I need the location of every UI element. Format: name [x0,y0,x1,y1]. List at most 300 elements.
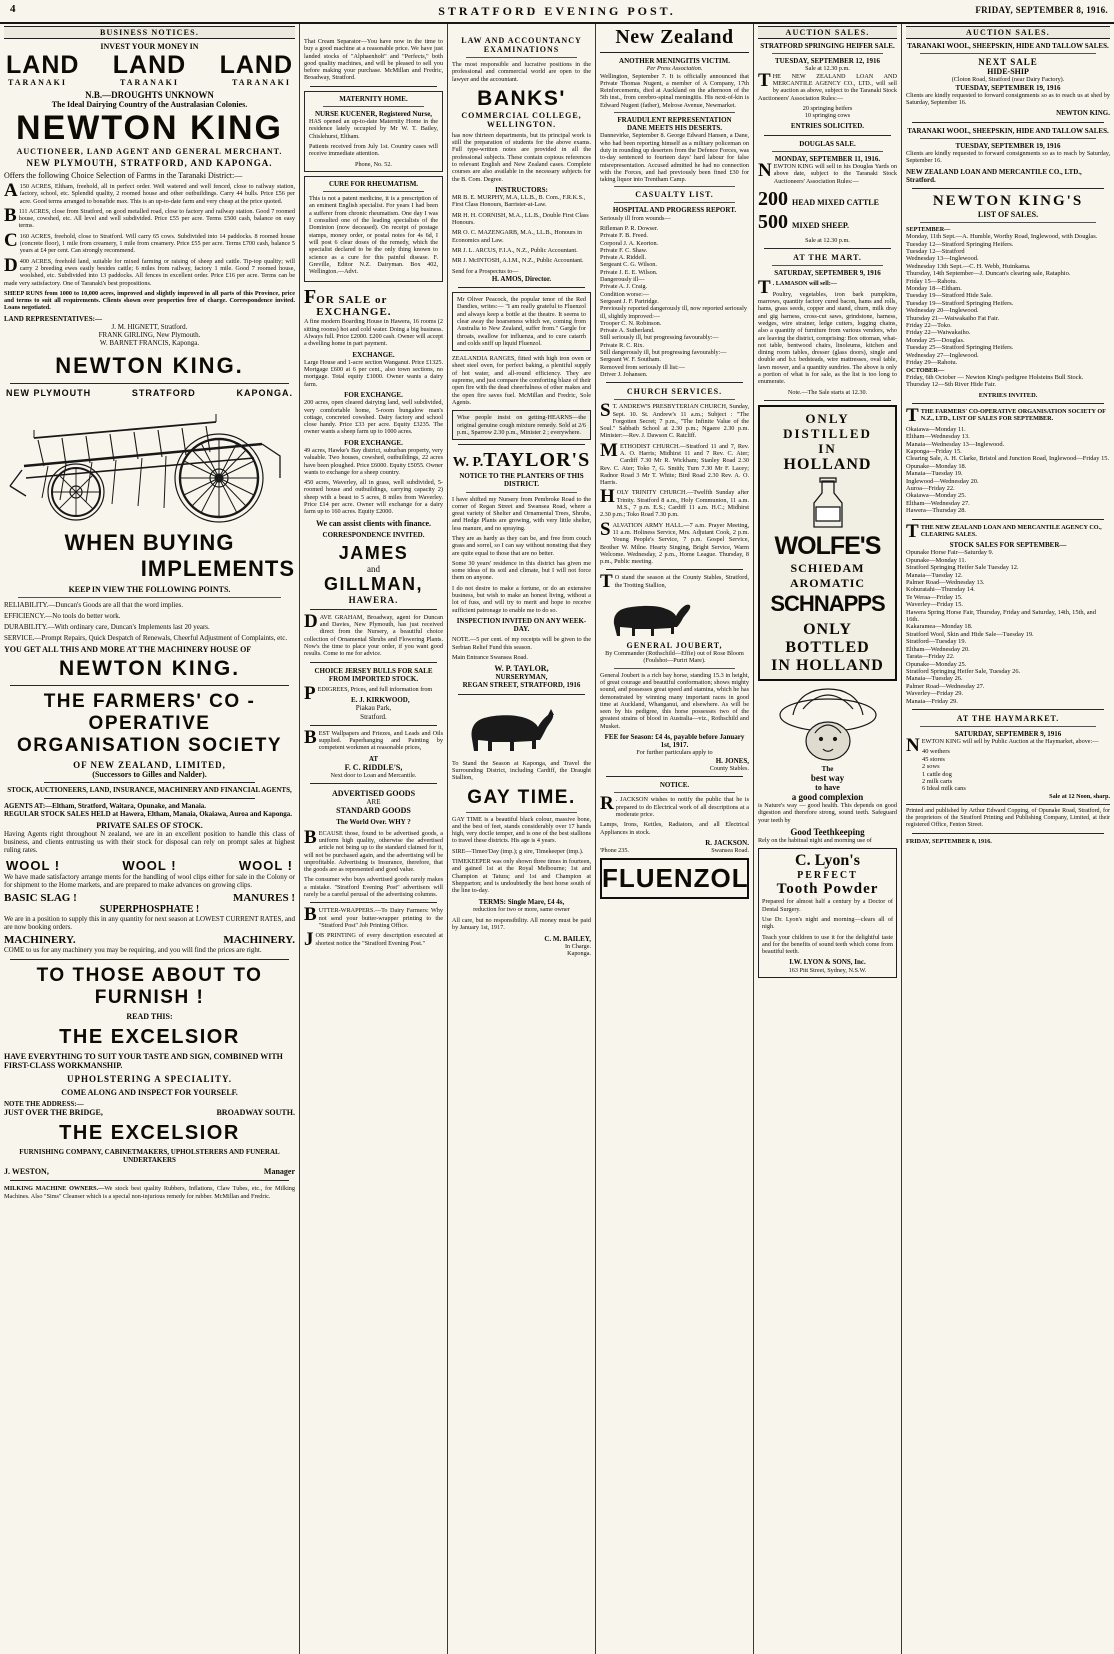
coop-sale-entry: Okaiawa—Monday 25. [906,492,966,500]
stock-sale-entry: Stratford Springing Heifer Sale, Tuesday 26. [906,667,1021,675]
lamason-body: Poultry, vegetables, iron bark pumpkins, marrows, quantity factory cured bacon, hams and rolls, hams, grass seeds, copper and stand, churn, milk dray and gig harness, cross-cut saws, grindstone, harness, wedges, wire strainer, ledge cutters, logging chains, also a quantity of furniture from various vendors, who are leaving the district, comprising: Box ottoman, what-not table, bentwood chairs, linoleums, kitchen and dining room tables, dresser (glass doors), single and double and b.r. bedsteads, wire mattresses, oval table, lawn mower, and a quantity sundries. The above is only a portion of what is for sale, as the list is too long to enumerate. [758,290,897,386]
sale-entry: Friday 29—Rahotu. [906,359,958,367]
column-4 [596,24,754,1654]
land-rep: J. M. HIGNETT, Stratford. [111,322,188,331]
stock-sale-entry: Waverley—Friday 15. [906,601,963,609]
pedigrees-dropcap: P [304,682,316,704]
taylor-note: NOTE.—5 per cent. of my receipts will be given to the Serbian Relief Fund this season. [452,636,591,651]
sale-entry: Monday 18—Eltham. [906,285,962,293]
next-sale-label: NEXT SALE [978,57,1038,68]
sale-item: Large House and 1-acre section Wanganui. Price £1325. Mortgage £600 at 6 per cent., also town sections, no mortgage. Total equity £1000. Owner wants a dairy farm. [304,358,443,388]
springing-time: Sale at 12.30 p.m. [805,65,850,73]
nk-douglas-body: EWTON KING will sell in his Douglas Yards on above date, subject to the Taranaki Stock Auctioneers' Association Rules:— [773,163,897,185]
wolfes-schnapps-ad [758,405,897,681]
casualty-name: Driver J. Johansen. [600,370,648,378]
weston-row [4,1167,295,1176]
coop-sale-entry: Clearing Sale, A. H. Clarke, Bristol and Junction Road, Inglewood—Friday 15. [906,455,1110,463]
stock-sale-entry: Palmer Road—Wednesday 13. [906,579,985,587]
land-reps-label: LAND REPRESENTATIVES:— [4,314,102,323]
listing-marker: B [4,204,17,226]
sale-entry: Wednesday 20—Inglewood. [906,307,979,315]
listing-marker: D [4,254,18,276]
read-this: READ THIS: [126,1011,173,1021]
taylor-entrance: Main Entrance Swansea Road. [452,653,528,661]
newton-king-sig-2: NEWTON KING. [58,657,241,681]
lamason-line [758,277,897,299]
jackson-body: . JACKSON wishes to notify the public that he is prepared to do Electrical work of all descriptions at a moderate price. [615,796,749,818]
casualty-name: Private F. C. Shaw. [600,246,648,254]
land-word-mid: LAND [112,51,187,79]
stock-sale-entry: Hawera Spring Horse Fair, Thursday, Friday and Saturday, 14th, 15th, and 16th. [906,608,1096,624]
gaytime-terms-2: reduction for two or more, same owner [473,905,570,913]
coop-sale-entry: Okaiawa—Monday 11. [906,425,966,433]
dane-head: DANE MEETS HIS DESERTS. [626,124,723,133]
instructor: MR O. C. MAZENGARB, M.A., LL.B., Honours in Economics and Law. [452,229,582,244]
commercial-college: COMMERCIAL COLLEGE, [461,110,582,120]
column-6 [902,24,1114,1654]
september-label: SEPTEMBER— [906,225,951,233]
meningitis-body: Wellington, September 7. It is officially announced that Private Thomas Nugent, a member of A Company, 17th Reinforcements, died at Auckland on the afternoon of the 5th inst., from cerebro-spinal meningitis. His next-of-kin is Edward Nugent (father), Melrose Avenue, Newmarket. [600,72,749,109]
haymarket-time: Sale at 12 Noon, sharp. [1049,792,1110,800]
butter-wrappers-ad [304,904,443,929]
church-dropcap: M [600,439,618,461]
wool-consignments-1: Clients are kindly requested to forward consignments so as to reach us at shed by Saturday, September 16. [906,91,1110,106]
rheumatism-head: CURE FOR RHEUMATISM. [328,179,419,188]
casualty-status: Previously reported dangerously ill, now reported seriously ill, slightly improved:— [600,305,747,320]
furnish-title-2: FURNISH ! [94,986,205,1008]
nk-places: NEW PLYMOUTH, STRATFORD, AND KAPONGA. [26,158,273,168]
columns-container [0,24,1114,1654]
douglas-sale-time: Sale at 12.30 p.m. [805,236,850,244]
hospital-body: Seriously ill from wounds— [600,214,671,222]
casualty-status: Dangerously ill— [600,276,645,284]
wolfe-schnapps-word: SCHNAPPS [770,590,885,616]
kirkwood-name: E. J. KIRKWOOD, [351,696,410,705]
nk-list-head: NEWTON KING'S [932,192,1084,209]
church-entry [600,400,749,440]
butter-body: UTTER-WRAPPERS.—To Dairy Farmers: Why not send your butter-wrapper printing to the "Stratford Post" Job Printing Office. [318,907,443,929]
lyons-body-2: Use Dr. Lyon's night and morning—clears all of nigh. [762,915,893,931]
invest-line: INVEST YOUR MONEY IN [100,42,199,51]
weston-name: J. WESTON, [4,1167,49,1177]
farmers-coop-roles: STOCK, AUCTIONEERS, LAND, INSURANCE, MACHINERY AND FINANCIAL AGENTS, [7,786,292,795]
stock-sale-entry: Stratford Springing Heifer Sale Tuesday 12. [906,564,1019,572]
lyons-body-1: Prepared for almost half a century by a Doctor of Dental Surgery. [762,898,893,913]
cloton-road-addr: (Cloton Road, Stratford (near Dairy Factory). [951,76,1065,84]
casualty-name: Sergeant W. F. Southam. [600,356,661,364]
riddles-location: Next door to Loan and Mercantile. [330,771,417,779]
farmers-coop-dropcap: T [906,405,919,427]
casualty-name: Sergeant C. G. Wilson. [600,261,657,269]
lyons-company: I.W. LYON & SONS, Inc. [789,958,866,967]
jackson-address: Swansea Road. [711,847,749,855]
sheep-label: MIXED SHEEP. [792,220,850,230]
instructor: MR J. L. ARCUS, F.I.A., N.Z., Public Accountant. [452,246,578,254]
wool-sale-date-2: TUESDAY, SEPTEMBER 19, 1916 [955,141,1061,150]
stock-sale-entry: Te Weraa—Friday 15. [906,593,963,601]
jackson-stock: Lamps, Irons, Kettles, Radiators, and all Electrical Appliances in stock. [600,821,749,836]
imprint-text: Printed and published by Arthur Edward Copping, of Opunake Road, Stratford, for the proprietors of the Stratford Printing and Publishing Company, Limited, at their registered Office, Fenton Street. [906,808,1110,829]
column-2 [300,24,448,1654]
wolfe-schiedam: SCHIEDAM [790,560,865,575]
masthead-dateline: FRIDAY, SEPTEMBER 8, 1916. [975,5,1108,15]
list-of-sales-label: LIST OF SALES. [977,209,1039,219]
note-address: NOTE THE ADDRESS:— [4,1099,84,1108]
hay-item: 2 milk carts [922,778,953,786]
sale-entry: Tuesday 12—Stratford [906,248,965,256]
kirkwood-town: Stratford. [360,712,387,721]
point-service: SERVICE.—Prompt Repairs, Quick Despatch of Renewals, Cheerful Adjustment of Complaints, etc. [4,634,288,643]
stock-sale-entry: Stratford—Tuesday 19. [906,638,967,646]
standard-goods-head: STANDARD GOODS [336,806,411,816]
nzloan-clearing-dropcap: T [906,520,919,542]
regular-stock-sales: REGULAR STOCK SALES HELD at Hawera, Eltham, Manaia, Okaiawa, Auroa and Kaponga. [4,809,292,818]
jackson-signature: R. JACKSON. [705,838,749,847]
wool-sale-head-1: TARANAKI WOOL, SHEEPSKIN, HIDE AND TALLOW SALES. [907,42,1109,50]
church-dropcap: S [600,400,611,422]
manure-body: We are in a position to supply this in any quantity for next season at LOWEST CURRENT RATES, and are now booking orders. [4,915,296,932]
casualty-status: Removed from seriously ill list:— [600,363,685,371]
basic-slag: BASIC SLAG ! [4,892,77,904]
newspaper-title: STRATFORD EVENING POST. [438,3,676,18]
nk-wool-signature: NEWTON KING. [1056,109,1110,118]
point-reliability: RELIABILITY.—Duncan's Goods are all that the word implies. [4,600,184,609]
furnishing-company: FURNISHING COMPANY, CABINETMAKERS, UPHOLSTERERS AND FUNERAL UNDERTAKERS [19,1147,280,1165]
because-para [304,826,443,874]
bailey-name: C. M. BAILEY, [544,934,591,943]
taylor-address: REGAN STREET, STRATFORD, 1916 [462,681,581,690]
dave-graham-body: AVE GRAHAM, Broadway, agent for Duncan and Davies, New Plymouth, has just received direct from the Nursery, a beautiful choice collection of Ornamental Shrubs and Flowering Plants. Now's the time to place your order, if you want good results. Come to me for advice. [304,613,443,658]
consumer-para: The consumer who buys advertised goods rarely makes a mistake. "Stratford Evening Post" advertisers will rarely be a careful perusal of the advertising columns. [304,876,443,899]
sheep-line [758,211,897,234]
hearns-cough-ad [452,410,591,440]
haymarket-date: SATURDAY, SEPTEMBER 9, 1916 [954,729,1062,738]
fraud-head: FRAUDULENT REPRESENTATION [617,115,732,124]
church-dropcap: H [600,486,615,508]
sale-entry: Friday 15—Rahotu. [906,277,958,285]
gaytime-allcare: All care, but no responsibility. All money must be paid by January 1st, 1917. [452,917,591,932]
coop-sale-entry: Eltham—Wednesday 13. [906,433,970,441]
wellington-place: WELLINGTON. [486,119,557,129]
church-entry [600,486,749,519]
stock-sale-entry: Manaia—Friday 29. [906,697,958,705]
farmers-coop-head-text: THE FARMERS' CO-OPERATIVE ORGANISATION SOCIETY OF N.Z., LTD., LIST OF SALES FOR SEPTEMBER. [920,408,1106,423]
lyons-perfect: PERFECT [797,870,858,882]
hearns-body: Wise people insist on getting-HEARNS—the original genuine cough mixture remedy. Sold at 2/6 p.m., Sparrow 2.30 p.m., Minister 2 ; everywhere. [457,414,586,436]
church-entry [600,439,749,487]
church-dropcap: S [600,518,611,540]
address-row [4,1108,295,1117]
nurse-name: NURSE KUCENER, Registered Nurse, [314,109,433,118]
stock-sale-entry: Palmer Road—Wednesday 27. [906,682,985,690]
branch-stratford: STRATFORD [131,387,196,398]
col5-header: AUCTION SALES. [758,26,897,39]
stock-sale-entry: Tarata—Friday 22. [906,653,955,661]
taylor-body-2: They are as hardy as they can be, and free from couch grass and sorrel, so I can say without nonsting that they are quite equal to those that are no better. [452,534,591,557]
casualty-status: Still seriously ill, but progressing favourably:— [600,334,719,342]
listing-marker: A [4,180,18,201]
hay-item: 1 cattle dog [922,770,952,778]
riddles-name: F. C. RIDDLE'S, [344,762,403,772]
milking-machine-ad [4,1185,295,1200]
wool-sale-head-2: TARANAKI WOOL, SHEEPSKIN, HIDE AND TALLOW SALES. [907,126,1109,135]
branch-row [4,388,295,398]
machinery-1: MACHINERY. [4,934,76,947]
hay-item: 45 stores [922,755,945,763]
instructor: MR B. E. MURPHY, M.A, LL.B., B. Com., F.R.K.S., First Class Honours, Barrister-at-Law. [452,194,586,209]
instructors-head: INSTRUCTORS: [495,185,548,194]
listing-item [4,204,295,230]
branch-kaponga: KAPONGA. [236,387,293,398]
lyons-brand: C. Lyon's [795,852,860,870]
column-3 [448,24,596,1654]
nzloan-dropcap: T [758,69,771,91]
casualty-name: Private R. C. Rix. [600,341,645,349]
lyons-tooth-powder: Tooth Powder [776,881,879,898]
jones-name: H. JONES, [715,756,749,765]
fluenzol-ad: FLUENZOL [600,858,749,899]
casualty-name: Private A. Riddell. [600,254,647,262]
nurse-body: HAS opened an up-to-date Maternity Home in the residence lately occupied by Mr W. T. Bailey, Chislehurst, Eltham. [309,118,438,140]
good-teethkeeping: Good Teethkeeping [790,827,865,838]
hospital-report-head: HOSPITAL AND PROGRESS REPORT. [612,206,737,215]
nk-douglas-dropcap: N [758,160,772,182]
joubert-dropcap: T [600,571,613,593]
casualty-name: Private F. B. Freed. [600,232,648,240]
sale-entry: Friday 22—Waiwakaiho. [906,329,971,337]
nb-droughts: N.B.—DROUGHTS UNKNOWN [85,90,214,100]
haymarket-dropcap: N [906,735,920,757]
bailey-place: Kaponga. [567,950,591,958]
church-entry [600,518,749,566]
nzloan-wool-signature: NEW ZEALAND LOAN AND MERCANTILE CO., LTD., Stratford. [906,167,1082,184]
wolfe-brand: WOLFE'S [774,531,881,560]
wool-body: We have made satisfactory arrange ments for the handling of wool clips either for sale in the Colony or for shipment to the Home markets, and are prepared to make advances on growing clips. [4,872,295,889]
banks-title: BANKS' [477,86,566,110]
correspondence-invited: CORRESPONDENCE INVITED. [322,530,425,539]
job-printing-ad [304,929,443,951]
weston-role: Manager [263,1167,295,1177]
hideship-label: HIDE-SHIP [987,67,1029,77]
machinery-house-line: YOU GET ALL THIS AND MORE AT THE MACHINERY HOUSE OF [4,645,252,655]
lamason-name: . LAMASON will sell:— [772,280,837,288]
casualty-head: CASUALTY LIST. [635,190,714,200]
land-word-left: LAND [6,51,80,79]
point-efficiency: EFFICIENCY.—No tools do better work. [4,611,121,620]
timekeeper-body: TIMEKEEPER was only shown three times in fourteen, and gained 1st at the Royal Melbourne; 1st and Champion at Tatura; and 1st and Champion at Shepparton; and is undoubtedly the best horse south of the line to-day. [452,858,591,895]
listing-item [4,229,295,255]
casualty-name: Private A. J. Craig. [600,283,648,291]
douglas-date: MONDAY, SEPTEMBER 11, 1916. [774,154,881,163]
and-word: and [367,563,380,574]
clients-finance-line: We can assist clients with finance. [315,518,432,528]
stock-sale-entry: Waverley—Friday 29. [906,690,963,698]
entries-solicited: ENTRIES SOLICITED. [790,122,865,131]
tooth-powder-ad [758,685,897,844]
maternity-home-ad [304,91,443,172]
gillman-name: GILLMAN, [324,573,423,594]
taranaki-row [4,78,295,87]
wolfe-only: ONLY [805,410,850,426]
kirkwood-place: Piakau Park, [355,704,392,713]
stock-sale-entry: Opunake—Monday 25. [906,660,967,668]
joubert-stand-text: O stand the season at the County Stables, Stratford, the Trotting Stallion, [614,574,749,589]
masthead [0,0,1114,24]
coop-sale-entry: Hawera—Thursday 28. [906,507,966,515]
casualty-name: Private J. E. E. Wilson. [600,268,658,276]
taylor-surname: TAYLOR'S [483,449,591,472]
pedigrees-body: EDIGREES, Prices, and full information from [317,685,433,693]
james-name: JAMES [338,542,409,563]
meningitis-head: ANOTHER MENINGITIS VICTIM. [619,57,730,65]
manures: MANURES ! [232,892,295,904]
wool-1: WOOL ! [6,857,61,873]
page-number: 4 [10,3,19,15]
coop-sale-entry: Manaia—Tuesday 19. [906,470,963,478]
land-rep: W. BARNET FRANCIS, Kaponga. [99,339,200,348]
stock-sales-head: STOCK SALES FOR SEPTEMBER— [949,541,1067,550]
farmers-coop-title-2: ORGANISATION SOCIETY [16,735,283,757]
agents-at: AGENTS AT:—Eltham, Stratford, Waitara, Opunake, and Manaia. [4,801,207,810]
land-word-right: LAND [219,51,293,79]
entries-invited: ENTRIES INVITED. [978,391,1038,399]
implements-heading: IMPLEMENTS [140,555,295,581]
listing-text: 150 ACRES, Eltham, freehold, all in perfect order. Well watered and well fenced, close to railway station, factory, school, etc. Splendid quality, 2 roomed house and other outbuildings. Carry 44 bulls. Price £56 per acre. Good terms arranged to bonafide max. This is an up-to-date farm and very cheap at the price quoted. [19,183,295,205]
sale-entry: Thursday 21—Waiwakaiho Fat Fair. [906,314,1000,322]
sale-entry: Wednesday 13—Inglewood. [906,255,979,263]
listing-item [4,180,295,205]
nk-douglas-notice [758,160,897,185]
nk-offers: Offers the following Choice Selection of Farms in the Taranaki District:— [4,171,243,180]
church-text: ALVATION ARMY HALL.—7 a.m. Prayer Meeting, 11 a.m. Holiness Service, Mrs. Adjutant Cook, 2 p.m. Young People's Service, 7 p.m. Gospel Service, Brother W. Milne. Hearty Singing, Bright Service, Warm Welcome. Wednesday, 2 p.m., Home League. Thursday, 8 p.m., Public meeting. [600,521,749,566]
wp-taylor-heading [452,449,591,472]
coop-sale-entry: Inglewood—Wednesday 20. [906,477,979,485]
nzloan-body: HE NEW ZEALAND LOAN AND MERCANTILE AGENCY CO., LTD., will sell by auction as above, subject to the Taranaki Stock Auctioneers' Association Rules:— [758,72,897,102]
exchange-label: EXCHANGE. [352,350,395,359]
sale-item: 49 acres, Hawke's Bay district, suburban property, very valuable. Two houses, cowshed, outbuildings, 22 acres have been ploughed. Price £6000. Equity £5055. Owner wants to exchange for a sheep country. [304,446,443,476]
seed-drill-illustration [4,400,295,528]
dave-graham-dropcap: D [304,610,318,632]
listing-item [4,254,295,287]
best-way-2: best way [810,773,845,784]
press-association: Per Press Association. [646,65,703,73]
stock-sale-entry: Kakaramea—Monday 18. [906,623,973,631]
slag-row [4,892,295,904]
sale-entry: Wednesday 27—Inglewood. [906,351,979,359]
sale-entry: Thursday, 14th September—J. Duncan's clearing sale, Rataphio. [906,270,1071,278]
taranaki-mid: TARANAKI [120,78,179,87]
taylor-role: NURSERYMAN, [495,673,548,682]
sale-entry: Wednesday 13th Sept.—C. H. Webb, Huinkama. [906,262,1031,270]
stock-sale-entry: Manaia—Tuesday 12. [906,571,963,579]
gaytime-sire: SIRE—Timeo'Day (imp.); g sire, Timekeeper (imp.). [452,847,584,855]
imprint-block [906,804,1110,829]
milking-title: MILKING MACHINE OWNERS.— [4,1185,105,1193]
col6-header: AUCTION SALES. [906,26,1110,39]
ideal-dairying: The Ideal Dairying Country of the Australasian Colonies. [51,100,248,109]
superphosphate: SUPERPHOSPHATE ! [99,904,200,915]
lyons-tooth-powder-ad [758,848,897,978]
advertised-goods-head: ADVERTISED GOODS [331,789,416,799]
because-body: ECAUSE those, found to be advertised goods, a uniform high quality, otherwise the advertised article not being up to the standard claimed for it, will not be purchased again, and the advertising will be unprofitable. Advertising is Insurance, therefore, that the goods are as represented and good value. [304,829,443,874]
joubert-breeding: By Commander (Rothschild—Effie) out of Rose Bloom (Foulshot—Puriri Mare). [605,650,744,665]
taylor-initials: W. P. [452,455,484,471]
wallpaper-body: EST Wallpapers and Friezes, and Leads and Oils supplied. Paperhanging and Painting by competent workmen at reasonable prices, [318,729,443,752]
casualty-status: Still dangerously ill, but progressing favourably:— [600,349,727,357]
trotting-horse-illustration [600,592,749,638]
cattle-label: HEAD MIXED CATTLE [792,197,879,207]
jackson-dropcap: R [600,793,614,815]
machinery-2: MACHINERY. [223,934,295,947]
gaytime-body: GAY TIME is a beautiful black colour, massive bone, and the best of feet, stands considerably over 17 hands high, very docile temper, and is one of the best stallions to travel these districts. His age is 4 years. [452,815,591,845]
instructor: MR J. McINTOSH, A.I.M., N.Z., Public Accountant. [452,257,584,265]
excelsior-body: HAVE EVERYTHING TO SUIT YOUR TASTE AND SIGN, COMBINED WITH FIRST-CLASS WORKMANSHIP. [4,1051,283,1070]
listing-text: 400 ACRES, freehold land, suitable for mixed farming or raising of sheep and cattle. Tip-top quality; will carry 2 breeding ewes easily besides cattle; 6 miles from railway, factory 1 mile. Good 7 roomed house, woolshed, etc. Subdivided into 13 paddocks. All fences in excellent order. Price £16 per acre. Terms can be made very satisfactory. One of Taranaki's best propositions. [4,257,295,287]
cattle-line [758,188,897,211]
jackson-contact-row [600,847,749,854]
rheumatism-ad [304,176,443,282]
col1-header: BUSINESS NOTICES. [4,26,295,39]
address-bridge: JUST OVER THE BRIDGE, [4,1107,103,1117]
taylor-body-3: Some 30 years' residence in this district has given me some ideas of its soil and climate, but I will not force them on anyone. [452,559,591,582]
excelsior-title-2: THE EXCELSIOR [59,1121,240,1144]
jackson-phone: 'Phone 235. [600,847,629,855]
cattle-count: 200 [758,187,788,210]
job-body: OB PRINTING of every description executed at shortest notice the "Stratford Evening Post." [315,932,443,947]
coop-sale-entry: Auroa—Friday 22. [906,484,955,492]
machinery-body: COME to us for any machinery you may be requiring, and you will find the prices are right. [4,946,262,955]
draught-horse-illustration [452,699,591,757]
come-along: COME ALONG AND INSPECT FOR YOURSELF. [61,1087,238,1097]
imprint-date: FRIDAY, SEPTEMBER 8, 1916. [906,838,992,846]
sale-item: 450 acres, Waverley, all in grass, well subdivided, 5-roomed house and outbuildings, carrying capacity 2) sheep with a beast to 5 acres, 8 miles from Waverley. Price £14 per acre. Owner will exchange for a dairy farm up to 160 acres. Equity £2000. [304,479,443,516]
private-sales-head: PRIVATE SALES OF STOCK. [96,820,203,830]
coop-sale-entry: Kaponga—Friday 15. [906,447,962,455]
dave-graham-ad [304,610,443,658]
church-services-head: CHURCH SERVICES. [626,387,723,397]
world-over-line: The World Over. WHY ? [336,818,411,827]
dane-body: Dannevirke, September 8. George Edward Hansen, a Dane, who had been reporting himself as a military policeman on duty in rounding up deserters from the Defence Forces, was to-day sentenced to fourteen days' hard labour for false misrepresentation. Accused admitted he had no connection with the Forces, and had previously been fined £30 for taking liquor into Trentham Camp. [600,132,749,184]
exams-head: EXAMINATIONS [483,45,560,54]
nurse-body-2: Patients received from July 1st. Country cases will receive immediate attention. [309,143,438,158]
schnapps-bottle-illustration [762,477,893,529]
furnish-title-1: TO THOSE ABOUT TO [36,964,263,986]
when-buying-heading: WHEN BUYING [64,529,235,555]
wool-consignments-2: Clients are kindly requested to forward consignments so as to reach by Saturday, September 16. [906,149,1110,165]
sale-entry: Monday, 11th Sept.—A. Humble, Worthy Road, Inglewood, with Douglas. [906,233,1098,241]
wolfe-distilled: DISTILLED [783,425,872,441]
taranaki-right: TARANAKI [232,78,291,87]
amos-director: H. AMOS, Director. [491,274,552,283]
jersey-bulls-head: CHOICE JERSEY BULLS FOR SALE FROM IMPORTED STOCK. [314,666,433,683]
lyons-body-3: Teach your children to use it for the delightful taste and for the benefits of sound teeth which come from beautiful teeth. [762,933,893,956]
law-head: LAW AND ACCOUNTANCY [461,36,582,45]
wool-row [4,858,295,873]
wallpaper-ad [304,726,443,752]
notice-head: NOTICE. [659,781,690,790]
newton-king-headline: NEWTON KING [16,109,283,147]
land-row [4,51,295,80]
keep-in-view: KEEP IN VIEW THE FOLLOWING POINTS. [68,584,231,594]
stock-sale-entry: Kohuratahi—Thursday 14. [906,586,975,594]
are-word: ARE [366,798,381,807]
for-sale-heading [304,286,443,318]
sheep-runs-note: SHEEP RUNS from 1000 to 10,000 acres, improved and slightly improved in all parts of this Province, price and terms to suit all requirements. Clients shown over properties free of charge. Correspondence invited. Loans negotiated. [4,289,295,312]
taranaki-left: TARANAKI [8,78,67,87]
at-the-mart-head: AT THE MART. [793,253,862,263]
farmers-coop-title-1: THE FARMERS' CO - OPERATIVE [43,691,256,735]
sale-entry: Tuesday 25—Stratford Springing Heifers. [906,344,1014,352]
